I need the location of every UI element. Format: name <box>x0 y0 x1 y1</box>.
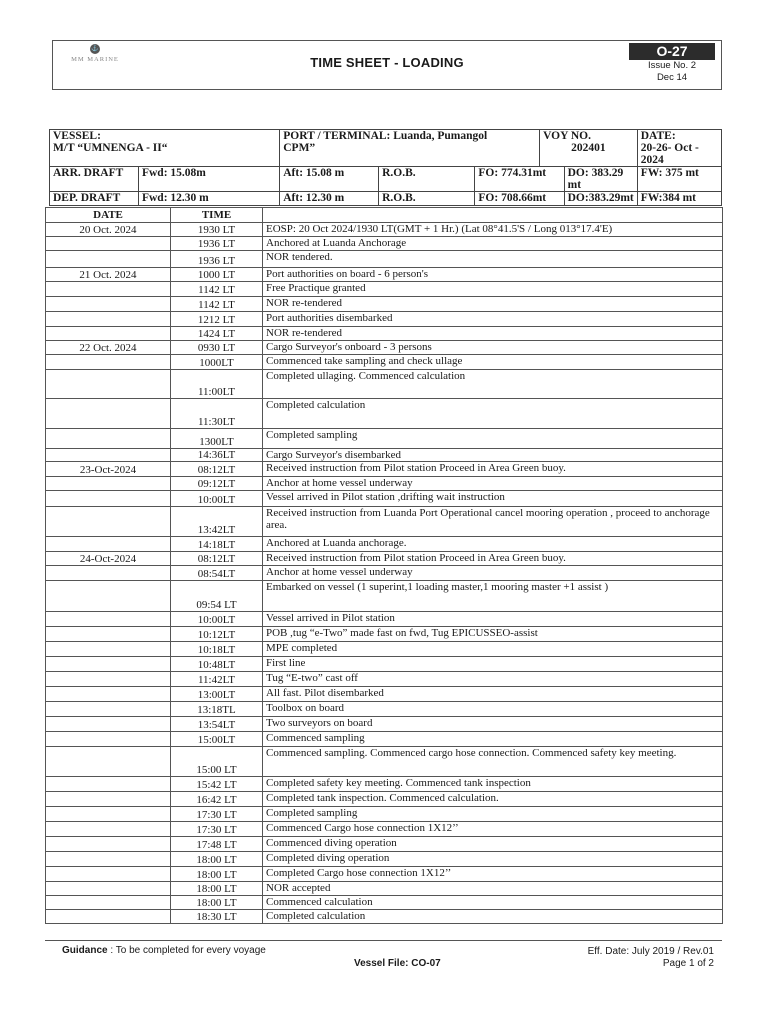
arr-aft: Aft: 15.08 m <box>280 167 379 192</box>
row-time: 08:12LT <box>171 462 263 477</box>
row-date <box>46 355 171 370</box>
row-event: First line <box>263 657 723 672</box>
row-time: 10:00LT <box>171 612 263 627</box>
row-event: Completed sampling <box>263 429 723 449</box>
time-log-row <box>46 732 723 747</box>
row-date <box>46 837 171 852</box>
row-time: 09:54 LT <box>171 581 263 612</box>
header-time: TIME <box>171 208 263 223</box>
time-log-row <box>46 462 723 477</box>
row-time: 13:18TL <box>171 702 263 717</box>
port-label: PORT / TERMINAL: Luanda, Pumangol <box>283 130 488 142</box>
row-event: Commenced Cargo hose connection 1X12’’ <box>263 822 723 837</box>
row-date <box>46 657 171 672</box>
row-time: 11:00LT <box>171 370 263 399</box>
row-date <box>46 896 171 910</box>
row-time: 1000 LT <box>171 268 263 282</box>
row-event: MPE completed <box>263 642 723 657</box>
row-date <box>46 491 171 507</box>
header-event <box>263 208 723 223</box>
row-time: 18:30 LT <box>171 910 263 924</box>
row-time: 1212 LT <box>171 312 263 327</box>
row-time: 14:18LT <box>171 537 263 552</box>
time-log-row <box>46 223 723 237</box>
time-log-row <box>46 642 723 657</box>
row-time: 17:30 LT <box>171 807 263 822</box>
row-event: Received instruction from Pilot station Proceed in Area Green buoy. <box>263 552 723 566</box>
row-time: 08:12LT <box>171 552 263 566</box>
time-log-body <box>46 223 723 924</box>
row-event: Completed tank inspection. Commenced calculation. <box>263 792 723 807</box>
row-event: Commenced calculation <box>263 896 723 910</box>
form-issue: Issue No. 2 <box>647 60 697 71</box>
row-event: NOR re-tendered <box>263 297 723 312</box>
row-event: POB ,tug “e-Two” made fast on fwd, Tug EPICUSSEO-assist <box>263 627 723 642</box>
arr-rob: R.O.B. <box>379 167 475 192</box>
row-event: Commenced take sampling and check ullage <box>263 355 723 370</box>
time-log-row <box>46 822 723 837</box>
row-event: NOR re-tendered <box>263 327 723 341</box>
time-log-row <box>46 237 723 251</box>
time-log-row <box>46 370 723 399</box>
row-date <box>46 642 171 657</box>
date-label: DATE: <box>640 130 676 142</box>
voy-label: VOY NO. <box>543 130 592 142</box>
row-event: Completed ullaging. Commenced calculation <box>263 370 723 399</box>
row-event: Completed calculation <box>263 910 723 924</box>
row-date <box>46 747 171 777</box>
form-issue-date: Dec 14 <box>656 72 688 83</box>
row-time: 1936 LT <box>171 251 263 268</box>
row-time: 18:00 LT <box>171 896 263 910</box>
row-event: Cargo Surveyor's disembarked <box>263 449 723 462</box>
row-event: Free Practique granted <box>263 282 723 297</box>
row-time: 1930 LT <box>171 223 263 237</box>
time-log-row <box>46 777 723 792</box>
page-number: Page 1 of 2 <box>662 958 714 969</box>
row-date <box>46 449 171 462</box>
form-code: O-27 <box>629 43 715 60</box>
dep-do: DO:383.29mt <box>564 192 637 206</box>
time-log-row <box>46 312 723 327</box>
vessel-name: M/T “UMNENGA - II“ <box>53 142 168 154</box>
dep-fwd: Fwd: 12.30 m <box>138 192 279 206</box>
row-date <box>46 581 171 612</box>
row-event: Completed Cargo hose connection 1X12’’ <box>263 867 723 882</box>
row-date <box>46 867 171 882</box>
row-event: Anchor at home vessel underway <box>263 477 723 491</box>
guidance-label: Guidance <box>62 945 108 956</box>
row-event: All fast. Pilot disembarked <box>263 687 723 702</box>
row-event: Anchored at Luanda Anchorage <box>263 237 723 251</box>
port-cell <box>280 130 540 167</box>
row-event: Completed diving operation <box>263 852 723 867</box>
row-date <box>46 732 171 747</box>
time-log-table <box>45 207 723 924</box>
time-log-row <box>46 282 723 297</box>
row-event: Anchor at home vessel underway <box>263 566 723 581</box>
row-date <box>46 429 171 449</box>
time-log-row <box>46 491 723 507</box>
header-date: DATE <box>46 208 171 223</box>
row-time: 08:54LT <box>171 566 263 581</box>
vessel-row <box>50 130 722 167</box>
time-log-header <box>46 208 723 223</box>
time-log-row <box>46 702 723 717</box>
row-time: 18:00 LT <box>171 867 263 882</box>
row-date: 21 Oct. 2024 <box>46 268 171 282</box>
arr-fw: FW: 375 mt <box>637 167 721 192</box>
row-date <box>46 399 171 429</box>
row-time: 09:12LT <box>171 477 263 491</box>
effective-info <box>588 946 714 970</box>
date-cell <box>637 130 721 167</box>
time-log-row <box>46 837 723 852</box>
row-event: Commenced diving operation <box>263 837 723 852</box>
row-time: 17:30 LT <box>171 822 263 837</box>
row-date <box>46 777 171 792</box>
time-log-row <box>46 355 723 370</box>
row-event: Tug “E-two” cast off <box>263 672 723 687</box>
time-log-row <box>46 882 723 896</box>
dep-aft: Aft: 12.30 m <box>280 192 379 206</box>
time-log-row <box>46 537 723 552</box>
time-log-row <box>46 896 723 910</box>
row-date <box>46 297 171 312</box>
time-log-row <box>46 507 723 537</box>
row-time: 13:54LT <box>171 717 263 732</box>
row-date <box>46 370 171 399</box>
time-log-row <box>46 251 723 268</box>
time-log-row <box>46 910 723 924</box>
row-date <box>46 251 171 268</box>
row-event: NOR accepted <box>263 882 723 896</box>
row-time: 1142 LT <box>171 297 263 312</box>
time-log-row <box>46 449 723 462</box>
port-line2: CPM” <box>283 142 316 154</box>
document-header <box>52 40 722 90</box>
row-time: 13:42LT <box>171 507 263 537</box>
dep-fw: FW:384 mt <box>637 192 721 206</box>
row-date <box>46 566 171 581</box>
dep-draft-row <box>50 192 722 206</box>
row-time: 15:00 LT <box>171 747 263 777</box>
voy-cell <box>540 130 638 167</box>
time-log-row <box>46 552 723 566</box>
row-time: 15:42 LT <box>171 777 263 792</box>
form-id-box <box>629 43 715 89</box>
vessel-file: Vessel File: CO-07 <box>354 958 441 969</box>
footer-divider <box>45 940 722 941</box>
row-date: 23-Oct-2024 <box>46 462 171 477</box>
guidance-text: : To be completed for every voyage <box>107 945 266 956</box>
time-log-row <box>46 327 723 341</box>
row-time: 18:00 LT <box>171 852 263 867</box>
time-log-row <box>46 867 723 882</box>
arr-label: ARR. DRAFT <box>50 167 139 192</box>
row-date <box>46 627 171 642</box>
row-time: 10:48LT <box>171 657 263 672</box>
time-log-row <box>46 747 723 777</box>
logo-text: MM MARINE <box>71 56 119 63</box>
row-event: Received instruction from Pilot station Proceed in Area Green buoy. <box>263 462 723 477</box>
row-time: 1300LT <box>171 429 263 449</box>
time-log-row <box>46 612 723 627</box>
row-event: Port authorities on board - 6 person's <box>263 268 723 282</box>
row-date <box>46 477 171 491</box>
row-date <box>46 282 171 297</box>
dep-fo: FO: 708.66mt <box>475 192 564 206</box>
row-event: Port authorities disembarked <box>263 312 723 327</box>
time-log-row <box>46 807 723 822</box>
time-log-row <box>46 792 723 807</box>
row-date <box>46 327 171 341</box>
row-event: Vessel arrived in Pilot station <box>263 612 723 627</box>
vessel-label: VESSEL: <box>53 130 101 142</box>
page-title: TIME SHEET - LOADING <box>310 55 464 70</box>
row-date <box>46 882 171 896</box>
time-log-row <box>46 477 723 491</box>
row-date <box>46 237 171 251</box>
row-time: 1142 LT <box>171 282 263 297</box>
row-date <box>46 537 171 552</box>
time-log-row <box>46 657 723 672</box>
row-time: 15:00LT <box>171 732 263 747</box>
row-date <box>46 852 171 867</box>
row-date <box>46 910 171 924</box>
time-log-row <box>46 687 723 702</box>
row-date <box>46 807 171 822</box>
row-time: 0930 LT <box>171 341 263 355</box>
time-log-row <box>46 297 723 312</box>
row-time: 11:42LT <box>171 672 263 687</box>
row-event: Anchored at Luanda anchorage. <box>263 537 723 552</box>
row-date <box>46 312 171 327</box>
row-date <box>46 717 171 732</box>
row-date <box>46 792 171 807</box>
row-time: 17:48 LT <box>171 837 263 852</box>
time-log-row <box>46 429 723 449</box>
time-log-row <box>46 717 723 732</box>
row-event: Completed safety key meeting. Commenced tank inspection <box>263 777 723 792</box>
time-log-row <box>46 627 723 642</box>
row-event: Received instruction from Luanda Port Operational cancel mooring operation , proceed to anchorage area. <box>263 507 723 537</box>
row-event: Commenced sampling. Commenced cargo hose connection. Commenced safety key meeting. <box>263 747 723 777</box>
arr-fwd: Fwd: 15.08m <box>138 167 279 192</box>
row-event: Embarked on vessel (1 superint,1 loading master,1 mooring master +1 assist ) <box>263 581 723 612</box>
row-event: Two surveyors on board <box>263 717 723 732</box>
row-time: 18:00 LT <box>171 882 263 896</box>
logo-emblem-icon: ⚓ <box>91 46 99 52</box>
row-date <box>46 702 171 717</box>
row-date <box>46 822 171 837</box>
row-date: 24-Oct-2024 <box>46 552 171 566</box>
row-time: 10:12LT <box>171 627 263 642</box>
row-time: 10:18LT <box>171 642 263 657</box>
row-time: 14:36LT <box>171 449 263 462</box>
vessel-cell <box>50 130 280 167</box>
arr-fo: FO: 774.31mt <box>475 167 564 192</box>
row-time: 13:00LT <box>171 687 263 702</box>
row-time: 10:00LT <box>171 491 263 507</box>
arr-do: DO: 383.29 mt <box>564 167 637 192</box>
time-log-row <box>46 581 723 612</box>
time-log-row <box>46 268 723 282</box>
row-event: Vessel arrived in Pilot station ,drifting wait instruction <box>263 491 723 507</box>
row-date <box>46 672 171 687</box>
row-event: Completed sampling <box>263 807 723 822</box>
row-time: 1424 LT <box>171 327 263 341</box>
time-log-row <box>46 341 723 355</box>
arr-draft-row <box>50 167 722 192</box>
row-time: 11:30LT <box>171 399 263 429</box>
dep-label: DEP. DRAFT <box>50 192 139 206</box>
voy-number: 202401 <box>571 142 606 154</box>
row-time: 1936 LT <box>171 237 263 251</box>
row-date <box>46 687 171 702</box>
time-log-row <box>46 566 723 581</box>
guidance-note <box>62 945 266 956</box>
row-date: 20 Oct. 2024 <box>46 223 171 237</box>
row-time: 16:42 LT <box>171 792 263 807</box>
effective-date: Eff. Date: July 2019 / Rev.01 <box>587 946 714 957</box>
row-event: Commenced sampling <box>263 732 723 747</box>
row-event: EOSP: 20 Oct 2024/1930 LT(GMT + 1 Hr.) (Lat 08°41.5'S / Long 013°17.4'E) <box>263 223 723 237</box>
row-date <box>46 507 171 537</box>
time-log-row <box>46 852 723 867</box>
dep-rob: R.O.B. <box>379 192 475 206</box>
time-log-row <box>46 672 723 687</box>
date-value: 20-26- Oct - 2024 <box>640 142 699 166</box>
row-date <box>46 612 171 627</box>
row-event: Toolbox on board <box>263 702 723 717</box>
row-event: NOR tendered. <box>263 251 723 268</box>
row-time: 1000LT <box>171 355 263 370</box>
row-event: Cargo Surveyor's onboard - 3 persons <box>263 341 723 355</box>
row-date: 22 Oct. 2024 <box>46 341 171 355</box>
vessel-info-table <box>49 129 722 206</box>
row-event: Completed calculation <box>263 399 723 429</box>
time-log-row <box>46 399 723 429</box>
